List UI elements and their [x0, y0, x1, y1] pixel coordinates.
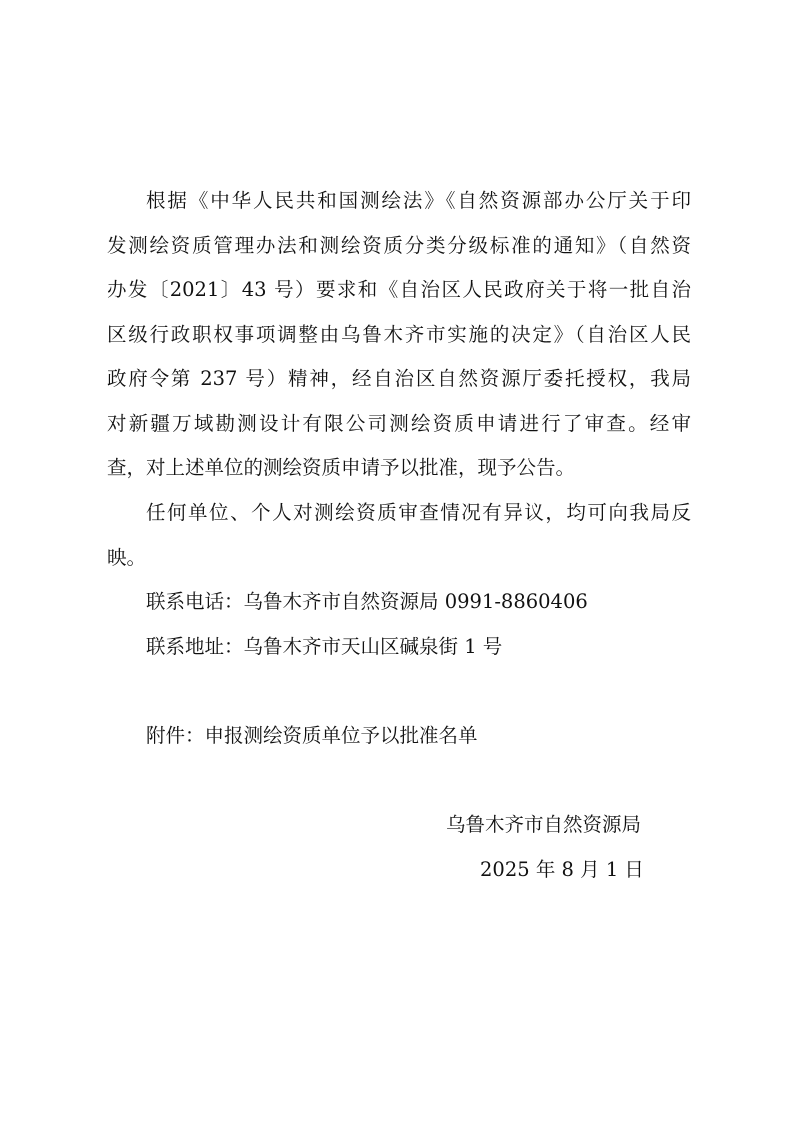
paragraph-1-line-7: 查，对上述单位的测绘资质申请予以批准，现予公告。 [107, 456, 576, 479]
paragraph-2-line-1: 任何单位、个人对测绘资质审查情况有异议，均可向我局反 [146, 502, 691, 524]
paragraph-2-line-2: 映。 [107, 546, 147, 569]
paragraph-1-line-5: 政府令第 237 号）精神，经自治区自然资源厅委托授权，我局 [107, 368, 691, 390]
paragraph-1-line-6: 对新疆万域勘测设计有限公司测绘资质申请进行了审查。经审 [107, 413, 691, 435]
paragraph-1-line-4: 区级行政职权事项调整由乌鲁木齐市实施的决定》（自治区人民 [107, 324, 691, 346]
paragraph-1-line-2: 发测绘资质管理办法和测绘资质分类分级标准的通知》（自然资 [107, 235, 691, 257]
contact-address: 联系地址：乌鲁木齐市天山区碱泉街 1 号 [146, 635, 503, 658]
issuer-name: 乌鲁木齐市自然资源局 [446, 813, 642, 836]
paragraph-1-line-3: 办发〔2021〕43 号）要求和《自治区人民政府关于将一批自治 [107, 279, 691, 301]
paragraph-1-line-1: 根据《中华人民共和国测绘法》《自然资源部办公厅关于印 [146, 190, 691, 212]
issue-date: 2025 年 8 月 1 日 [480, 858, 644, 881]
contact-phone: 联系电话：乌鲁木齐市自然资源局 0991-8860406 [146, 590, 588, 613]
attachment-note: 附件：申报测绘资质单位予以批准名单 [146, 724, 478, 747]
